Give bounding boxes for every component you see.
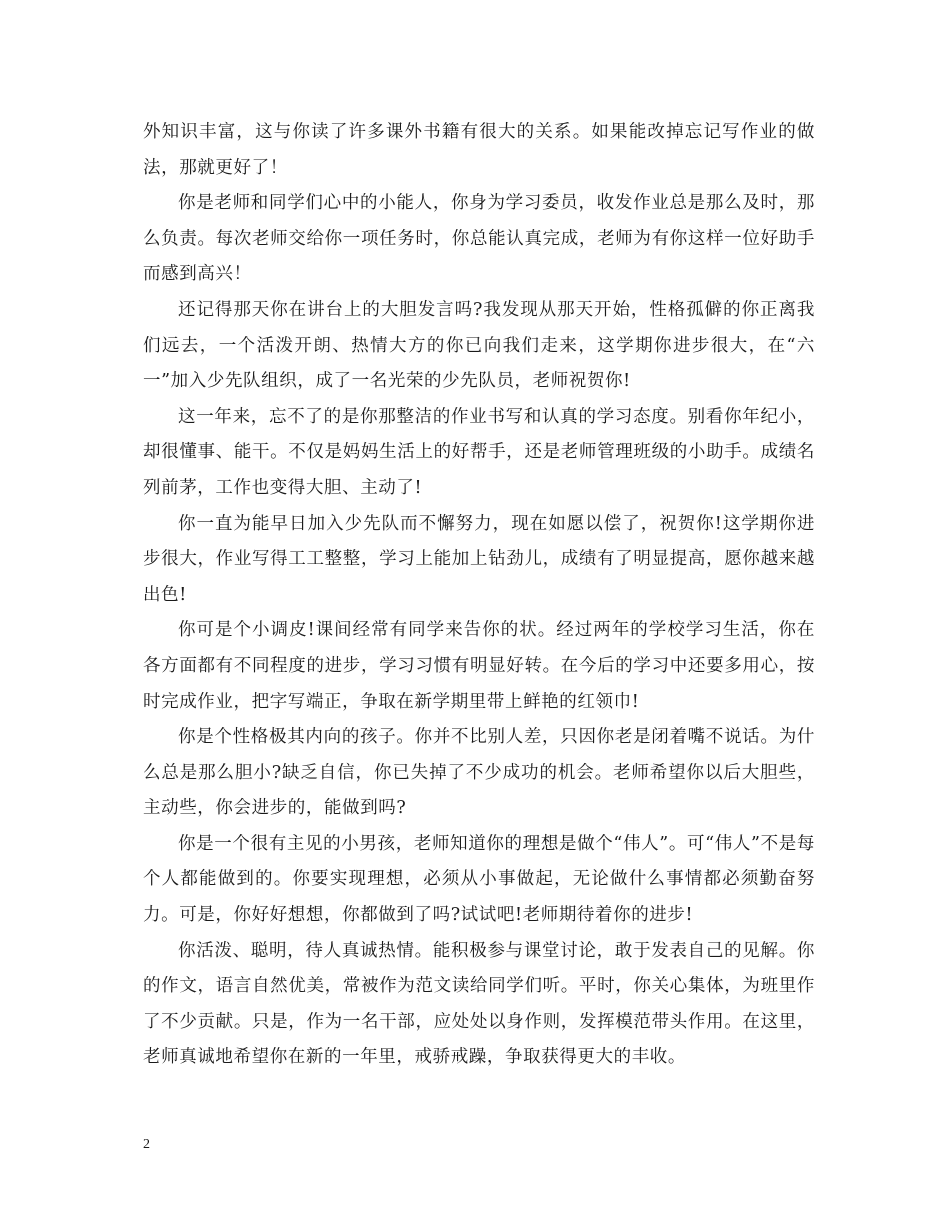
paragraph-9: 你活泼、聪明，待人真诚热情。能积极参与课堂讨论，敢于发表自己的见解。你的作文，语言自然优美，常被作为范文读给同学们听。平时，你关心集体，为班里作了不少贡献。只是，作为一名干部，应处处以身作则，发挥模范带头作用。在这里，老师真诚地希望你在新的一年里，戒骄戒躁，争取获得更大的丰收。 — [143, 940, 815, 1068]
paragraph-1: 外知识丰富，这与你读了许多课外书籍有很大的关系。如果能改掉忘记写作业的做法，那就更好了！ — [143, 122, 815, 178]
paragraph-7: 你是个性格极其内向的孩子。你并不比别人差，只因你老是闭着嘴不说话。为什么总是那么胆小?缺乏自信，你已失掉了不少成功的机会。老师希望你以后大胆些，主动些，你会进步的，能做到吗? — [143, 727, 815, 819]
paragraph-6: 你可是个小调皮!课间经常有同学来告你的状。经过两年的学校学习生活，你在各方面都有不同程度的进步，学习习惯有明显好转。在今后的学习中还要多用心，按时完成作业，把字写端正，争取在新学期里带上鲜艳的红领巾! — [143, 620, 815, 712]
paragraph-3: 还记得那天你在讲台上的大胆发言吗?我发现从那天开始，性格孤僻的你正离我们远去，一个活泼开朗、热情大方的你已向我们走来，这学期你进步很大，在“六一”加入少先队组织，成了一名光荣的少先队员，老师祝贺你! — [143, 299, 815, 392]
page-number: 2 — [143, 1137, 150, 1152]
paragraph-2: 你是老师和同学们心中的小能人，你身为学习委员，收发作业总是那么及时，那么负责。每次老师交给你一项任务时，你总能认真完成，老师为有你这样一位好助手而感到高兴！ — [143, 193, 815, 285]
paragraph-5: 你一直为能早日加入少先队而不懈努力，现在如愿以偿了，祝贺你!这学期你进步很大，作业写得工工整整，学习上能加上钻劲儿，成绩有了明显提高，愿你越来越出色! — [143, 513, 815, 605]
paragraph-8: 你是一个很有主见的小男孩，老师知道你的理想是做个“伟人”。可“伟人”不是每个人都能做到的。你要实现理想，必须从小事做起，无论做什么事情都必须勤奋努力。可是，你好好想想，你都做到了吗?试试吧!老师期待着你的进步! — [143, 833, 815, 926]
body-text — [143, 115, 815, 1076]
paragraph-4: 这一年来，忘不了的是你那整洁的作业书写和认真的学习态度。别看你年纪小，却很懂事、能干。不仅是妈妈生活上的好帮手，还是老师管理班级的小助手。成绩名列前茅，工作也变得大胆、主动了! — [143, 406, 815, 498]
